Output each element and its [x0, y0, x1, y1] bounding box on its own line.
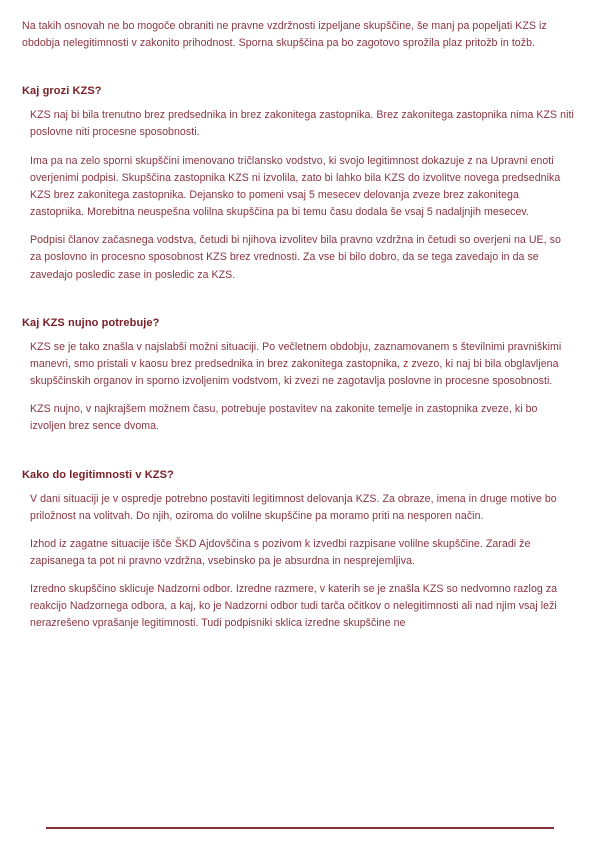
section-kako-do-legitimnosti: [22, 469, 574, 633]
section-kaj-grozi-kzs: [22, 85, 574, 283]
section-heading: Kako do legitimnosti v KZS?: [22, 468, 174, 481]
paragraph: KZS naj bi bila trenutno brez predsednika in brez zakonitega zastopnika. Brez zakonitega zastopnika nima KZS niti poslovne niti procesne sposobnosti.: [30, 109, 574, 139]
paragraph: Podpisi članov začasnega vodstva, četudi bi njihova izvolitev bila pravno vzdržna in četudi so overjeni na UE, so za poslovno in procesno sposobnost KZS brez vrednosti. Za vse bi bilo dobro, da se tega zavedajo in da se zavedajo posledic zase in posledic za KZS.: [30, 234, 561, 281]
footer-divider: [46, 827, 554, 829]
paragraph: Ima pa na zelo sporni skupščini imenovano tričlansko vodstvo, ki svojo legitimnost dokazuje z na Upravni enoti overjenimi podpisi. Skupščina zastopnika KZS ni izvolila, zato bi lahko bila KZS do izvolitve novega predsednika KZS brez zakonitega zastopnika. Dejansko to pomeni vsaj 5 mesecev delovanja zveze brez zakonitega zastopnika. Morebitna neuspešna volilna skupščina pa bi temu času dodala še vsaj 5 nadaljnjih mesecev.: [30, 154, 561, 219]
section-heading: Kaj KZS nujno potrebuje?: [22, 316, 160, 329]
section-heading: Kaj grozi KZS?: [22, 85, 102, 98]
paragraph: Izredno skupščino sklicuje Nadzorni odbor. Izredne razmere, v katerih se je znašla KZS so nedvomno razlog za reakcijo Nadzornega odbora, a kaj, ko je Nadzorni odbor tudi tarča očitkov o nelegitimnosti ali nad njim vsaj leži nerazrešeno vprašanje legitimnosti. Tudi podpisniki sklica izredne skupščine ne: [30, 583, 558, 630]
section-intro: [22, 18, 574, 52]
paragraph: Na takih osnovah ne bo mogoče obraniti ne pravne vzdržnosti izpeljane skupščine, še manj pa popeljati KZS iz obdobja nelegitimnosti v zakonito prihodnost. Sporna skupščina pa bo zagotovo sprožila plaz pritožb in tožb.: [22, 20, 547, 50]
section-kaj-kzs-nujno-potrebuje: [22, 317, 574, 436]
spacer: [22, 63, 574, 85]
paragraph: KZS se je tako znašla v najslabši možni situaciji. Po večletnem obdobju, zaznamovanem s številnimi pravniškimi manevri, smo pristali v kaosu brez predsednika in brez zakonitega zastopnika, z zvezo, ki naj bi bila obglavljena skupščinskih organov in sporno izvoljenim vodstvom, ki zvezi ne zagotavlja poslovne in procesne sposobnosti.: [30, 340, 562, 388]
spacer: [22, 295, 574, 317]
spacer: [22, 447, 574, 469]
paragraph: V dani situaciji je v ospredje potrebno postaviti legitimnost delovanja KZS. Za obraze, imena in druge motive bo priložnost na volitvah. Do njih, oziroma do volilne skupščine pa moramo priti na nesporen način.: [30, 492, 557, 522]
paragraph: KZS nujno, v najkrajšem možnem času, potrebuje postavitev na zakonite temelje in zastopnika zveze, ki bo izvoljen brez sence dvoma.: [30, 403, 538, 433]
paragraph: Izhod iz zagatne situacije išče ŠKD Ajdovščina s pozivom k izvedbi razpisane volilne skupščine. Zaradi že zapisanega ta pot ni pravno vzdržna, vsebinsko pa je absurdna in nesprejemljiva.: [30, 537, 531, 567]
